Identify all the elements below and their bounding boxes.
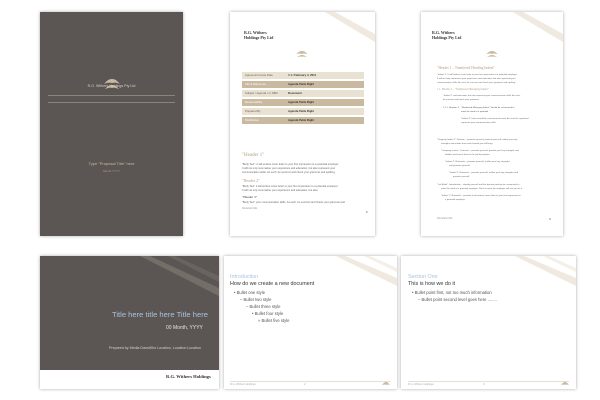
list-item: • Bullet four style — [252, 311, 284, 316]
p3-para-2b: be succinct and check your grammar. — [443, 99, 480, 101]
section-slide-thumbnail[interactable] — [401, 256, 576, 389]
list-item: • Bullet one style — [234, 290, 266, 295]
list-item: – Bullet two style — [240, 297, 272, 302]
cover-divider-bottom — [48, 102, 175, 103]
section-footer: R.G. Withers Holdings — [408, 383, 434, 386]
p3-bullet-2b: abilities and match them to the job description. — [445, 154, 490, 156]
table-row: Prepared By Agenda Table Right — [242, 108, 364, 115]
p3-bullet-6a: "Indent 1": Rationale – promote it will endure cover letter to your first impression to — [441, 195, 521, 197]
p3-para-3a: "Indent 3": letter should be customised to meet the need of a potential — [461, 118, 529, 120]
p3-heading-3: 1.1.1. Number 3 – "Numbered Managing Indent" Should be customised to — [443, 107, 515, 109]
p3-para-1a: "Indent 1": It will endure cover letter to your first impression to a potential employer. — [437, 74, 518, 76]
p3-bullet-1b: strengths and outline how much benefit you will bring. — [441, 143, 493, 145]
intro-heading: How do we create a new document — [230, 281, 315, 287]
p3-heading-2: 1.1. Header 2 – "Numbered Managing Indent" — [437, 88, 489, 91]
p2-body-1c: communication skills. As such, be succinct and check your grammar and spelling. — [242, 171, 336, 174]
p3-page-number: 3 — [549, 217, 551, 221]
p3-heading-1: "Header 1 – Numbered Heading Indent" — [437, 66, 495, 70]
slide-title-presenter: Prepared by Media DansWho Location, Location Location — [109, 346, 201, 350]
section-heading: This is how we do it — [408, 281, 456, 287]
slide-footer-logo-icon — [382, 382, 390, 387]
p2-body-1: "Body Text": it will endure cover letter to your first impression to a potential employer. — [242, 163, 339, 166]
title-slide-thumbnail[interactable] — [40, 256, 219, 389]
slide-title-date: 00 Month, YYYY — [166, 325, 203, 331]
p2-company-line1: R.G. Withers — [244, 30, 267, 35]
cover-page-thumbnail[interactable] — [40, 12, 183, 236]
p3-bullet-5b: meet the need of a potential employer. Don't assume the employer will see you as a — [441, 188, 523, 190]
p3-bullet-4b: promote yourself. — [453, 176, 470, 178]
p3-company-line1: R.G. Withers — [432, 30, 455, 35]
p3-bullet-4: "Indent 5": Rationale – promote yourself, outline your key strengths and — [449, 172, 519, 174]
p2-body-2: "Body Text" it will endure cover letter to your first impression to a potential employer. — [242, 185, 339, 188]
p3-bullet-1a: "Dropping Indent 1": Reason – promote yourself, promote yourself, outline your key — [437, 139, 518, 141]
p2-heading-2: "Header 2" — [242, 178, 260, 183]
p3-bullet-3a: "Indent 4": Rationale – promote yourself, outline your key strengths — [445, 161, 510, 163]
p3-bullet-3b: and promote yourself. — [449, 165, 471, 167]
list-item: • Bullet point first, not too much information — [412, 290, 492, 295]
p2-body-1b: It will not only summarise your experience and education, but also represent your — [242, 167, 336, 170]
slide-title-text: Title here title here Title here — [112, 310, 208, 319]
p2-body-2b: It will not only summarise your experience and education, but also — [242, 189, 318, 192]
p3-footer-title: Document title — [437, 217, 453, 220]
p2-heading-3: "Header 3" — [242, 195, 258, 199]
table-row: Responsibility Agenda Table Right — [242, 99, 364, 106]
numbered-page-thumbnail[interactable] — [421, 12, 563, 236]
cover-divider-top — [48, 95, 175, 96]
list-item: – Bullet point second level goes here ........ — [418, 297, 497, 302]
p2-body-3: "Body Text" your communication skills. As such, be succinct and check your grammar and — [242, 201, 345, 204]
slide-footer-rule — [230, 381, 391, 382]
slide-title-company: R.G. Withers Holdings — [166, 374, 211, 379]
intro-slide-thumbnail[interactable] — [224, 256, 397, 389]
slide-footer-rule — [408, 381, 569, 382]
p3-company-line2: Holdings Pty Ltd — [432, 35, 462, 40]
cover-company-name: R.G. Withers Holdings Pty Ltd — [87, 84, 136, 88]
p3-bullet-2a: "Company review": Outcome – promote yourself, provide your key strengths and — [441, 150, 519, 152]
p3-bullet-5a: "List Bullet": Introduction – identify yourself and the desired position be customised to — [437, 184, 520, 186]
p3-ornament-icon — [486, 50, 498, 58]
content-page-thumbnail[interactable] — [230, 12, 375, 236]
table-row: Distribution Agenda Table Right — [242, 117, 364, 124]
slide-footer-logo-icon — [561, 382, 569, 387]
section-label: Section One — [408, 274, 438, 280]
cover-date: Month YYYY — [102, 169, 121, 173]
p3-para-3b: represent your communication skills. — [461, 122, 497, 124]
p2-heading-1: "Header 1" — [242, 153, 265, 158]
section-page-number: 3 — [483, 383, 485, 386]
list-item: » Bullet five style — [258, 318, 290, 323]
p3-para-1c: communication skills. As such, be succinct and check your grammar and spelling. — [437, 82, 516, 84]
p3-para-1b: It will not only summarise your experience and education, but also represent your — [437, 78, 516, 80]
intro-footer: R.G. Withers Holdings — [230, 383, 256, 386]
list-item: – Bullet three style — [246, 304, 281, 309]
table-row: Client Reference Agenda Table Right — [242, 81, 364, 88]
p3-para-2a: "Indent 2" and education, but also represent your communication skills. As such, — [443, 95, 521, 97]
intro-page-number: 2 — [304, 383, 306, 386]
p2-page-number: 2 — [366, 210, 368, 214]
intro-section-label: Introduction — [230, 274, 259, 280]
slide-swoosh-decoration — [40, 256, 219, 296]
cover-title: Type "Proposal Title" here — [88, 161, 135, 166]
p3-heading-3b: meet the need of a potential — [461, 111, 489, 113]
p2-footer-title: Document title — [242, 207, 258, 210]
table-row: Agreement Issue Date 4 1 / February 4, 2011 — [242, 72, 364, 79]
p3-bullet-6b: a potential employer. — [445, 199, 466, 201]
table-row: Subject / Agenda / or NBN Document — [242, 90, 364, 97]
p2-ornament-icon — [296, 50, 308, 58]
p2-company-line2: Holdings Pty Ltd — [244, 35, 274, 40]
